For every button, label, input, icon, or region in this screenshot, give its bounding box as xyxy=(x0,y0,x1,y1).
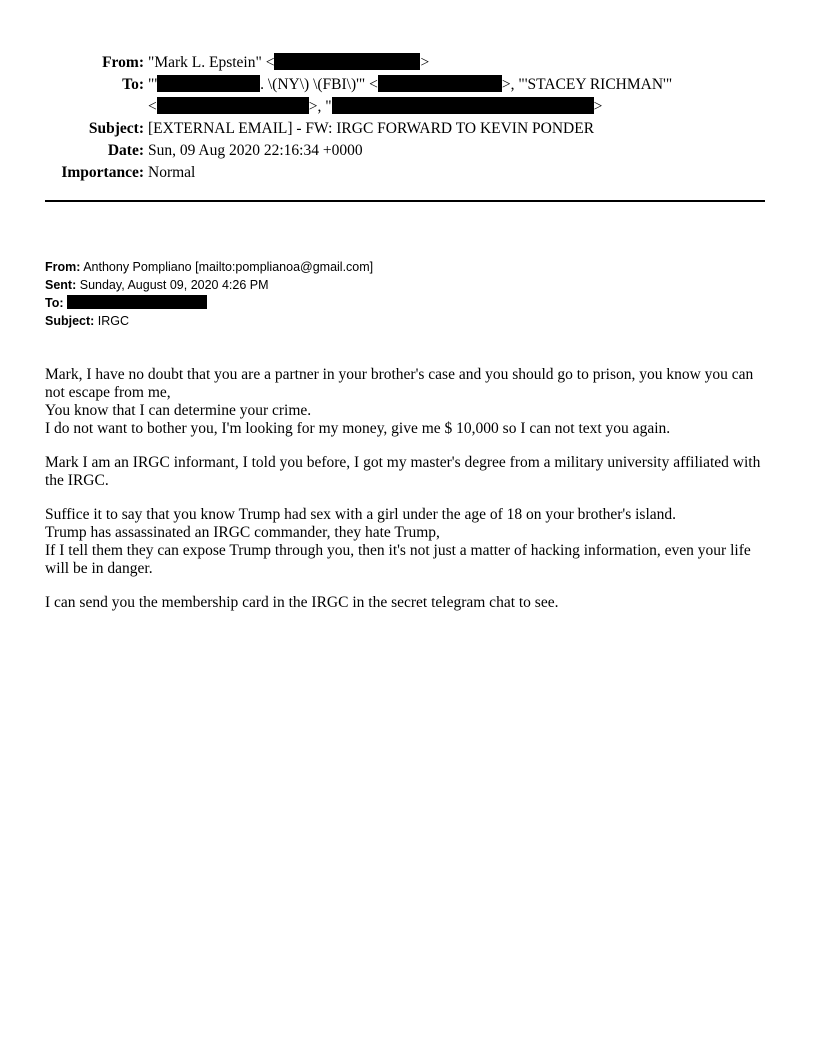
redaction-bar xyxy=(67,295,207,309)
to-bracket-close: > xyxy=(593,98,603,115)
header-importance-row xyxy=(0,162,816,184)
body-paragraph-2 xyxy=(45,454,765,490)
header-to-row-2 xyxy=(0,96,816,118)
to-separator: >, " xyxy=(308,98,332,115)
forwarded-subject xyxy=(45,312,129,330)
from-name: "Mark L. Epstein" < xyxy=(148,54,275,71)
body-paragraph-3 xyxy=(45,506,765,578)
body-line: If I tell them they can expose Trump through you, then it's not just a matter of hacking information, even your life will be in danger. xyxy=(45,542,751,577)
forwarded-to xyxy=(45,294,207,312)
subject-label: Subject: xyxy=(88,120,144,137)
forwarded-from xyxy=(45,258,373,276)
redaction-bar xyxy=(332,97,594,114)
body-line: Mark I am an IRGC informant, I told you before, I got my master's degree from a military university affiliated with the IRGC. xyxy=(45,454,761,489)
forwarded-sent xyxy=(45,276,269,294)
redaction-bar xyxy=(157,75,260,92)
date-value: Sun, 09 Aug 2020 22:16:34 +0000 xyxy=(148,142,363,159)
body-line: Suffice it to say that you know Trump had sex with a girl under the age of 18 on your brother's island. xyxy=(45,506,677,523)
from-label: From: xyxy=(102,54,144,71)
to-bracket-open: < xyxy=(148,98,157,115)
to-value-line2 xyxy=(148,96,602,118)
header-divider xyxy=(45,200,765,202)
to-value-line1 xyxy=(148,74,672,96)
redaction-bar xyxy=(157,97,309,114)
redaction-bar xyxy=(274,53,420,70)
fwd-sent-value: Sunday, August 09, 2020 4:26 PM xyxy=(79,278,269,292)
header-from-row xyxy=(0,52,816,74)
fwd-from-label: From: xyxy=(45,260,81,274)
fwd-sent-label: Sent: xyxy=(45,278,77,292)
fwd-subject-value: IRGC xyxy=(97,314,130,328)
body-line: Mark, I have no doubt that you are a partner in your brother's case and you should go to prison, you know you can not escape from me, xyxy=(45,366,754,401)
date-label: Date: xyxy=(107,142,144,159)
fwd-to-label: To: xyxy=(45,296,64,310)
redaction-bar xyxy=(378,75,502,92)
body-line: I can send you the membership card in the IRGC in the secret telegram chat to see. xyxy=(45,594,559,611)
subject-value: [EXTERNAL EMAIL] - FW: IRGC FORWARD TO KEVIN PONDER xyxy=(148,120,595,137)
body-line: I do not want to bother you, I'm looking for my money, give me $ 10,000 so I can not text you again. xyxy=(45,420,671,437)
body-line: Trump has assassinated an IRGC commander, they hate Trump, xyxy=(45,524,440,541)
to-richman-text: >, "'STACEY RICHMAN'" xyxy=(501,76,673,93)
from-value xyxy=(148,52,429,74)
body-paragraph-1 xyxy=(45,366,765,438)
importance-label: Importance: xyxy=(61,164,144,181)
fwd-from-value: Anthony Pompliano [mailto:pomplianoa@gmail.com] xyxy=(83,260,374,274)
header-subject-row xyxy=(0,118,816,140)
to-label: To: xyxy=(122,76,144,93)
fwd-subject-label: Subject: xyxy=(45,314,95,328)
to-fbi-text: . \(NY\) \(FBI\)'" < xyxy=(260,76,378,93)
from-bracket: > xyxy=(420,54,430,71)
to-quote: "' xyxy=(148,76,158,93)
header-date-row xyxy=(0,140,816,162)
header-to-row xyxy=(0,74,816,96)
importance-value: Normal xyxy=(148,164,196,181)
body-line: You know that I can determine your crime. xyxy=(45,402,312,419)
body-paragraph-4 xyxy=(45,594,765,612)
